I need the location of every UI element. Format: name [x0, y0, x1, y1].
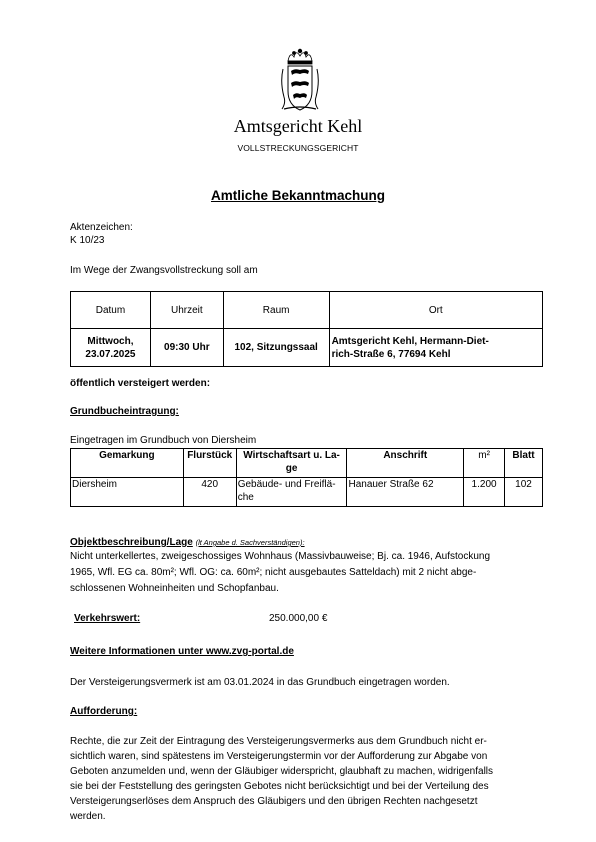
schedule-header-row [71, 292, 543, 329]
cell-wirtschaftsart-line1: Gebäude- und Freiflä- [237, 479, 336, 490]
header-wirtschaftsart-line2: ge [285, 463, 298, 474]
cell-flurstueck: 420 [183, 478, 236, 507]
header-anschrift: Anschrift [347, 449, 464, 478]
object-line-1: Nicht unterkellertes, zweigeschossiges Wohnhaus (Massivbauweise; Bj. ca. 1946, Aufstockung [70, 551, 491, 562]
schedule-time: 09:30 Uhr [150, 329, 223, 367]
schedule-room: 102, Sitzungssaal [223, 329, 329, 367]
header-blatt: Blatt [505, 449, 543, 478]
schedule-table [70, 291, 543, 367]
document-title: Amtliche Bekanntmachung [210, 188, 386, 203]
coat-of-arms-icon [280, 47, 320, 113]
request-line-2: sichtlich waren, sind spätestens im Versteigerungstermin vor der Aufforderung zur Abgabe von [70, 751, 488, 762]
object-line-3: schlossenen Wohneinheiten und Schopfanbau. [70, 583, 279, 594]
value-amount: 250.000,00 € [269, 613, 328, 624]
file-ref-label: Aktenzeichen: [70, 222, 133, 233]
header-gemarkung: Gemarkung [71, 449, 184, 478]
cell-m2: 1.200 [464, 478, 505, 507]
header-ort: Ort [329, 292, 542, 329]
file-ref-value: K 10/23 [70, 235, 105, 246]
register-note: Der Versteigerungsvermerk ist am 03.01.2024 in das Grundbuch eingetragen worden. [70, 677, 450, 688]
land-register-heading: Grundbucheintragung: [70, 406, 179, 417]
land-register-entered: Eingetragen im Grundbuch von Diersheim [70, 435, 257, 446]
object-heading-note: (lt Angabe d. Sachverständigen): [195, 538, 305, 547]
object-heading: Objektbeschreibung/Lage [70, 537, 193, 548]
schedule-row [71, 329, 543, 367]
cell-wirtschaftsart [236, 478, 347, 507]
object-line-2: 1965, Wfl. EG ca. 80m²; Wfl. OG: ca. 60m²; nicht ausgebautes Satteldach) mit 2 nicht abge- [70, 567, 477, 578]
header-raum: Raum [223, 292, 329, 329]
cell-anschrift: Hanauer Straße 62 [347, 478, 464, 507]
header-wirtschaftsart-line1: Wirtschaftsart u. La- [243, 450, 340, 461]
schedule-date [71, 329, 151, 367]
court-name: Amtsgericht Kehl [233, 116, 363, 136]
value-label: Verkehrswert: [74, 613, 141, 624]
request-heading: Aufforderung: [70, 706, 138, 717]
request-line-1: Rechte, die zur Zeit der Eintragung des Versteigerungsvermerks aus dem Grundbuch nicht er- [70, 736, 487, 747]
auction-line: öffentlich versteigert werden: [70, 378, 211, 389]
header-uhrzeit: Uhrzeit [150, 292, 223, 329]
header-flurstueck: Flurstück [183, 449, 236, 478]
schedule-date-line2: 23.07.2025 [85, 348, 136, 360]
header-m2: m² [464, 449, 505, 478]
court-division: VOLLSTRECKUNGSGERICHT [237, 143, 359, 153]
cell-gemarkung: Diersheim [71, 478, 184, 507]
more-info-link[interactable]: Weitere Informationen unter www.zvg-portal.de [70, 646, 294, 657]
header-datum: Datum [71, 292, 151, 329]
cell-wirtschaftsart-line2: che [237, 492, 254, 503]
object-heading-line [70, 536, 305, 549]
land-register-table [70, 448, 543, 507]
header-wirtschaftsart [236, 449, 347, 478]
land-register-header-row [71, 449, 543, 478]
schedule-date-line1: Mittwoch, [87, 335, 134, 347]
request-line-5: Versteigerungserlöses dem Anspruch des Gläubigers und den übrigen Rechten nachgesetzt [70, 796, 478, 807]
intro-text: Im Wege der Zwangsvollstreckung soll am [70, 265, 258, 276]
cell-blatt: 102 [505, 478, 543, 507]
schedule-place-line1: Amtsgericht Kehl, Hermann-Diet- [331, 335, 489, 347]
land-register-row [71, 478, 543, 507]
schedule-place-line2: rich-Straße 6, 77694 Kehl [331, 348, 451, 360]
request-line-6: werden. [70, 811, 106, 822]
request-line-4: sie bei der Feststellung des geringsten Gebotes nicht berücksichtigt und bei der Verteilung des [70, 781, 489, 792]
request-line-3: Geboten anzumelden und, wenn der Gläubiger widerspricht, glaubhaft zu machen, widrigenfalls [70, 766, 494, 777]
schedule-place [329, 329, 542, 367]
